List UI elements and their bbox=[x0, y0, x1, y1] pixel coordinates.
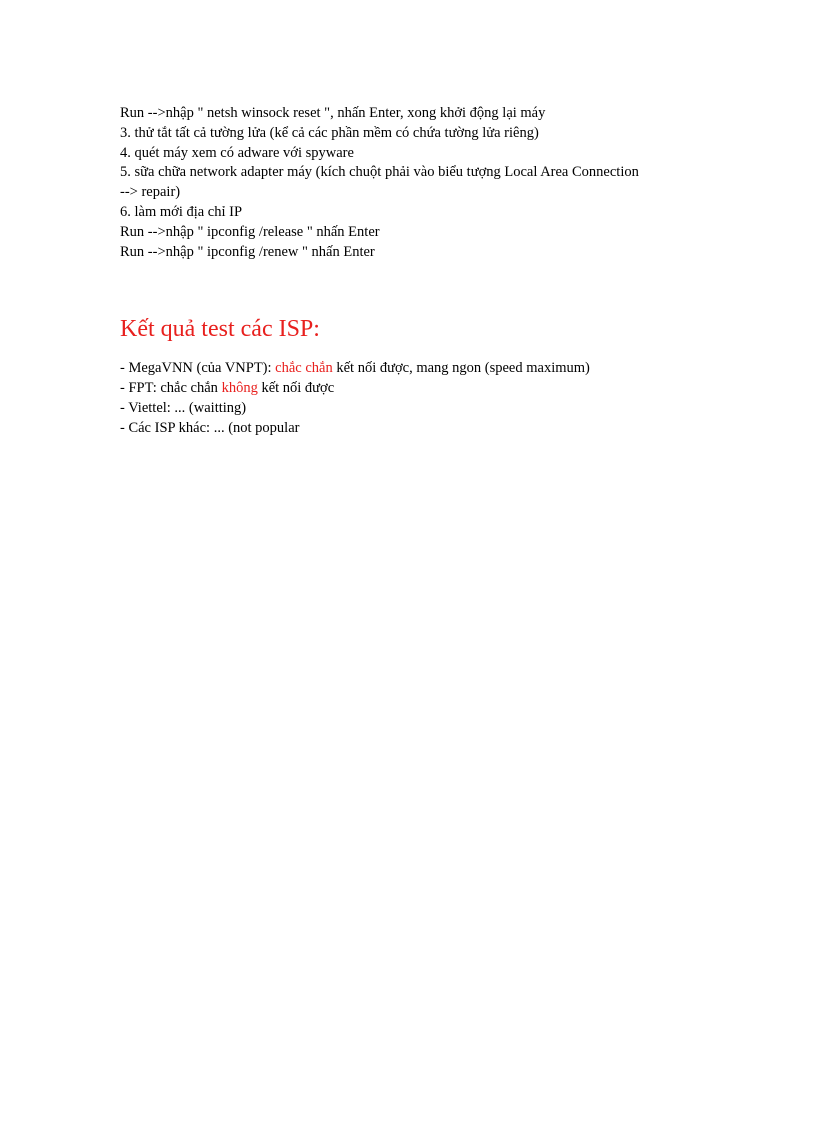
step-line: 6. làm mới địa chỉ IP bbox=[120, 203, 243, 220]
step-line: --> repair) bbox=[120, 184, 181, 201]
result-megavnn-suffix: kết nối được, mang ngon (speed maximum) bbox=[332, 360, 590, 377]
step-line: Run -->nhập " netsh winsock reset ", nhấn Enter, xong khởi động lại máy bbox=[120, 105, 546, 121]
result-megavnn-highlight: chắc chắn bbox=[275, 360, 333, 377]
step-line: 3. thử tắt tất cả tường lửa (kể cả các phần mềm có chứa tường lửa riêng) bbox=[120, 124, 539, 141]
step-line: Run -->nhập " ipconfig /release " nhấn Enter bbox=[120, 223, 380, 240]
step-line: 5. sữa chữa network adapter máy (kích chuột phải vào biểu tượng Local Area Connection bbox=[120, 164, 639, 181]
step-line: Run -->nhập " ipconfig /renew " nhấn Enter bbox=[120, 243, 375, 260]
section-spacer bbox=[120, 262, 720, 314]
result-fpt bbox=[120, 379, 720, 399]
document-body bbox=[120, 104, 720, 439]
result-megavnn bbox=[120, 359, 720, 379]
result-others: - Các ISP khác: ... (not popular bbox=[120, 419, 300, 436]
result-fpt-prefix: - FPT: chắc chắn bbox=[120, 380, 222, 397]
result-fpt-suffix: kết nối được bbox=[257, 380, 335, 397]
results-heading: Kết quả test các ISP: bbox=[120, 316, 320, 343]
result-megavnn-prefix: - MegaVNN (của VNPT): bbox=[120, 360, 276, 377]
result-viettel: - Viettel: ... (waitting) bbox=[120, 399, 247, 416]
step-line: 4. quét máy xem có adware với spyware bbox=[120, 144, 354, 161]
result-fpt-highlight: không bbox=[221, 380, 258, 397]
